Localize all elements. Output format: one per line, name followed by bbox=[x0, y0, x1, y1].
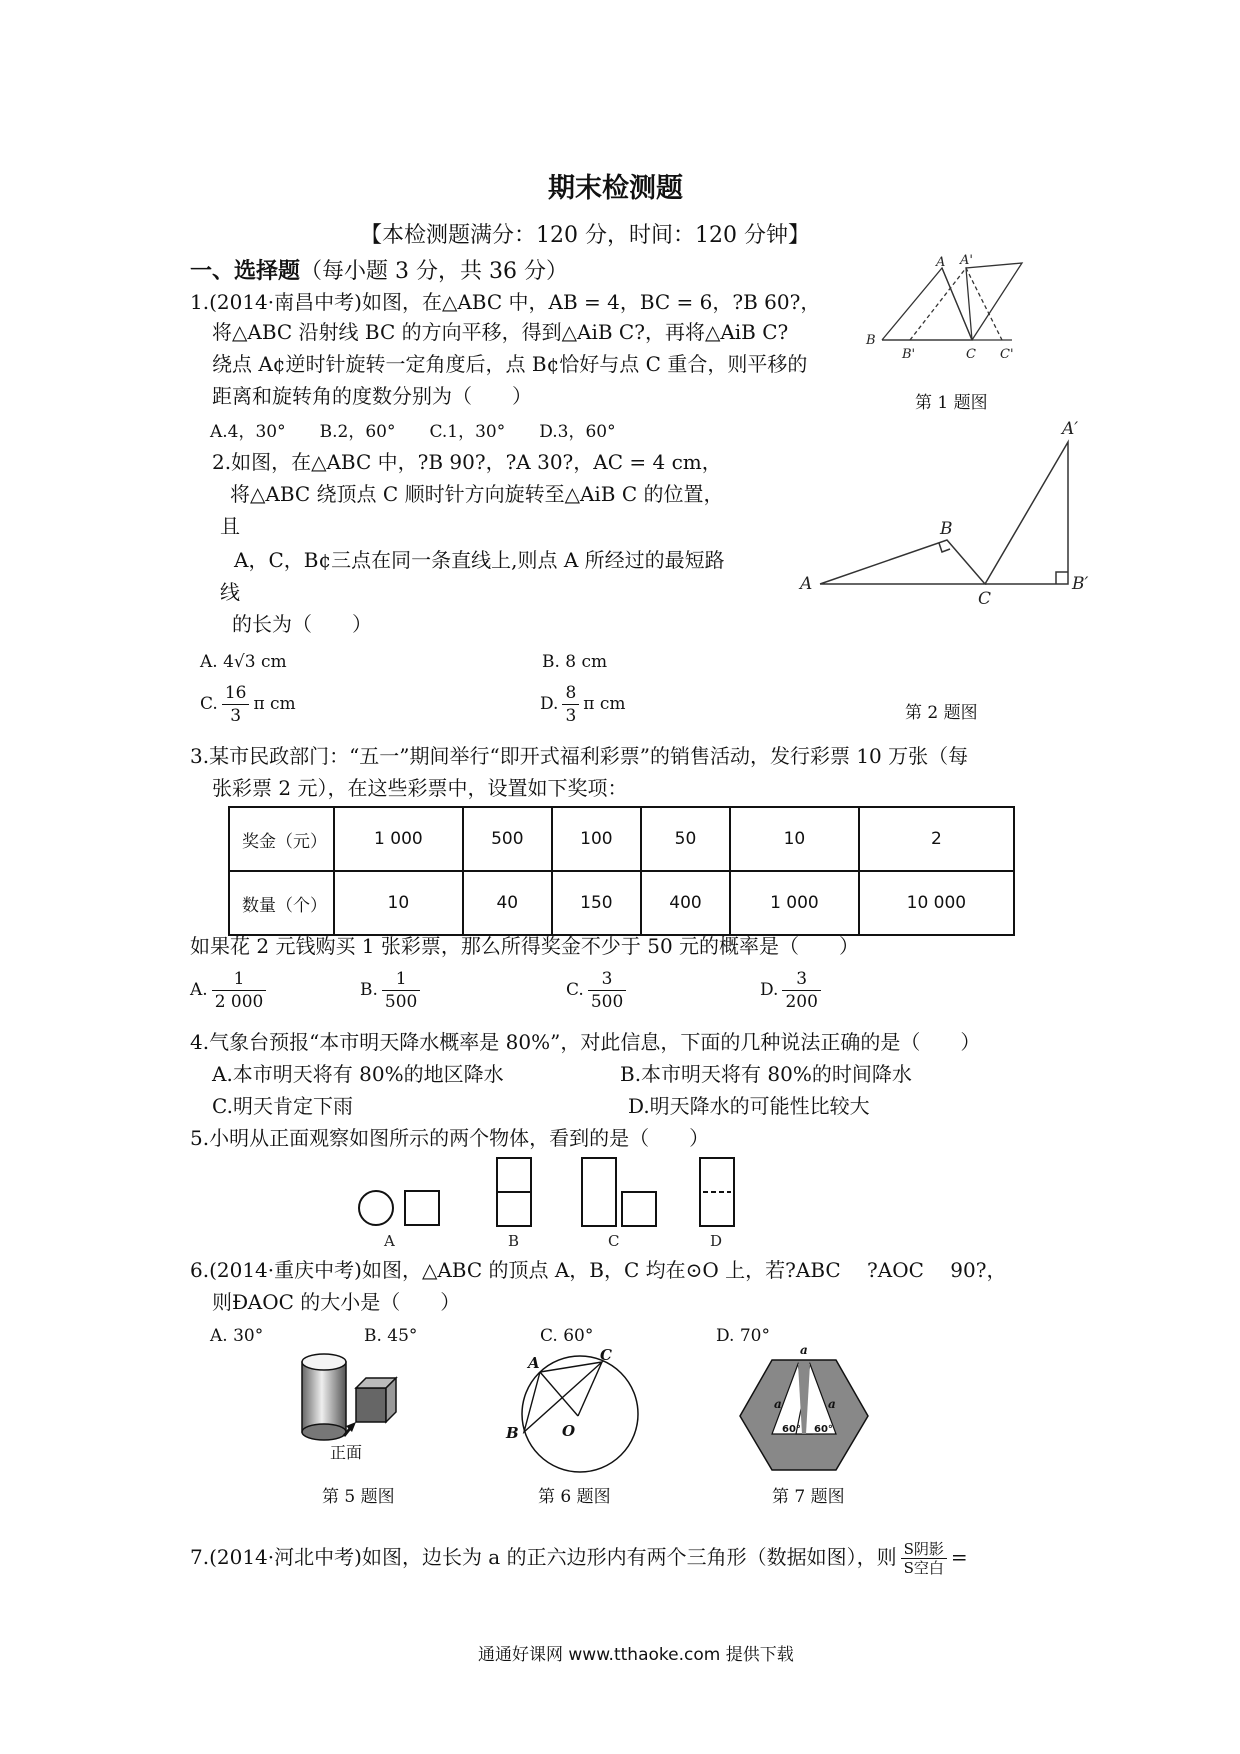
option-label: B. bbox=[360, 980, 378, 1000]
q5-a-square bbox=[405, 1191, 439, 1225]
option-den: 500 bbox=[384, 992, 418, 1012]
q2-label-a: A bbox=[800, 574, 813, 594]
q7-label-a-left: a bbox=[774, 1397, 782, 1411]
option-num: 1 bbox=[212, 968, 267, 991]
table-cell: 2 bbox=[859, 807, 1014, 871]
q2-option-a: A. 4√3 cm bbox=[200, 652, 287, 672]
option-num: 3 bbox=[588, 968, 626, 991]
q2-line2: 将△ABC 绕顶点 C 顺时针方向旋转至△AiB C 的位置， bbox=[230, 482, 724, 506]
q1-triangle-translated bbox=[910, 268, 1002, 340]
q7-text: 7.(2014·河北中考)如图，边长为 a 的正六边形内有两个三角形（数据如图），则 bbox=[190, 1545, 897, 1569]
q3-option-d bbox=[760, 968, 825, 1013]
q7-figure bbox=[736, 1338, 876, 1478]
q4-option-d: D.明天降水的可能性比较大 bbox=[628, 1094, 870, 1118]
q7-angle-left: 60° bbox=[782, 1424, 801, 1435]
option-den: 500 bbox=[590, 992, 624, 1012]
q1-triangle-rotated bbox=[966, 263, 1022, 340]
q4-option-a: A.本市明天将有 80%的地区降水 bbox=[212, 1062, 504, 1086]
q2-figure-caption: 第 2 题图 bbox=[905, 703, 978, 723]
q7-label-a-top: a bbox=[800, 1343, 808, 1357]
q7-frac-num: S阴影 bbox=[901, 1540, 947, 1559]
section-title: 一、选择题 bbox=[190, 259, 301, 284]
q1-line3: 绕点 A¢逆时针旋转一定角度后，点 B¢恰好与点 C 重合，则平移的 bbox=[212, 352, 808, 376]
q7-line1 bbox=[190, 1540, 968, 1577]
q6-option-d: D. 70° bbox=[716, 1326, 770, 1346]
q5-options-figure bbox=[352, 1158, 772, 1248]
q1-figure bbox=[862, 253, 1032, 368]
q2-option-c-den: 3 bbox=[230, 706, 242, 726]
q2-triangle-abc bbox=[820, 540, 985, 584]
q5-line1: 5.小明从正面观察如图所示的两个物体，看到的是（ ） bbox=[190, 1126, 710, 1150]
table-cell: 50 bbox=[641, 807, 730, 871]
q5-label-a: A bbox=[384, 1232, 395, 1250]
table-cell: 40 bbox=[463, 871, 552, 935]
q2-figure bbox=[800, 418, 1100, 618]
q1-label-b: B bbox=[866, 333, 876, 348]
q5-front-label: 正面 bbox=[330, 1443, 363, 1462]
q7-label-a-right: a bbox=[828, 1397, 836, 1411]
table-cell: 150 bbox=[552, 871, 641, 935]
q2-line4: A，C，B¢三点在同一条直线上,则点 A 所经过的最短路 bbox=[234, 548, 725, 572]
footer: 通通好课网 www.tthaoke.com 提供下载 bbox=[478, 1645, 794, 1665]
q6-line2: 则ÐAOC 的大小是（ ） bbox=[212, 1290, 461, 1314]
q2-option-c-unit: π cm bbox=[253, 694, 296, 714]
q6-label-b: B bbox=[506, 1424, 519, 1442]
q2-option-c-label: C. bbox=[200, 694, 218, 714]
q1-line1: 1.(2014·南昌中考)如图，在△ABC 中，AB = 4，BC = 6，?B 60?， bbox=[190, 290, 821, 314]
q3-line1: 3.某市民政部门：“五一”期间举行“即开式福利彩票”的销售活动，发行彩票 10 万张（每 bbox=[190, 744, 969, 768]
q2-option-d-den: 3 bbox=[565, 706, 577, 726]
q6-figure-caption: 第 6 题图 bbox=[538, 1487, 611, 1507]
q6-option-c: C. 60° bbox=[540, 1326, 594, 1346]
table-row bbox=[229, 807, 1014, 871]
q5-label-d: D bbox=[710, 1232, 723, 1250]
page-title: 期末检测题 bbox=[548, 173, 683, 204]
q5-label-c: C bbox=[608, 1232, 620, 1250]
q7-equals: = bbox=[950, 1545, 968, 1569]
table-cell: 100 bbox=[552, 807, 641, 871]
section-note: （每小题 3 分，共 36 分） bbox=[300, 259, 568, 284]
option-label: A. bbox=[190, 980, 208, 1000]
q5-cube-front bbox=[356, 1388, 386, 1422]
q3-line2: 张彩票 2 元），在这些彩票中，设置如下奖项： bbox=[212, 776, 628, 800]
q2-option-d-unit: π cm bbox=[583, 694, 626, 714]
q7-frac-den: S空白 bbox=[903, 1559, 944, 1577]
q2-line6: 的长为（ ） bbox=[232, 612, 372, 636]
q1-label-c1: C' bbox=[1000, 347, 1014, 362]
q6-label-o: O bbox=[562, 1422, 576, 1440]
q2-line5: 线 bbox=[220, 580, 240, 604]
q2-label-a1: A′ bbox=[1062, 419, 1079, 439]
q5-c-square bbox=[622, 1192, 656, 1226]
table-cell: 1 000 bbox=[730, 871, 859, 935]
q1-figure-caption: 第 1 题图 bbox=[915, 393, 988, 413]
prize-table bbox=[228, 806, 1015, 936]
q2-triangle-rotated bbox=[985, 442, 1068, 584]
section-heading bbox=[190, 254, 568, 285]
option-label: C. bbox=[566, 980, 584, 1000]
option-den: 2 000 bbox=[214, 992, 264, 1012]
q4-line1: 4.气象台预报“本市明天降水概率是 80%”，对此信息，下面的几种说法正确的是（ ） bbox=[190, 1030, 981, 1054]
q5-figure-caption: 第 5 题图 bbox=[322, 1487, 395, 1507]
q1-label-c: C bbox=[966, 347, 976, 362]
q7-angle-right: 60° bbox=[814, 1424, 833, 1435]
q2-option-c-num: 16 bbox=[222, 682, 250, 705]
q6-label-c: C bbox=[600, 1346, 612, 1364]
q6-label-a: A bbox=[528, 1354, 540, 1372]
q2-label-b: B bbox=[940, 519, 953, 539]
q2-option-d-num: 8 bbox=[562, 682, 579, 705]
q5-cylinder-body bbox=[302, 1362, 346, 1432]
option-label: D. bbox=[760, 980, 779, 1000]
q6-option-b: B. 45° bbox=[364, 1326, 418, 1346]
q2-label-c: C bbox=[978, 589, 992, 609]
q3-question: 如果花 2 元钱购买 1 张彩票，那么所得奖金不少于 50 元的概率是（ ） bbox=[190, 934, 860, 958]
q1-label-a1: A' bbox=[960, 253, 973, 268]
option-den: 200 bbox=[785, 992, 818, 1012]
exam-info: 【本检测题满分：120 分，时间：120 分钟】 bbox=[360, 223, 810, 248]
q2-label-b1: B′ bbox=[1072, 574, 1089, 594]
q3-option-a bbox=[190, 968, 270, 1013]
q2-line1: 2.如图，在△ABC 中，?B 90?，?A 30?，AC = 4 cm， bbox=[212, 450, 722, 474]
q3-option-b bbox=[360, 968, 424, 1013]
table-cell: 10 bbox=[334, 871, 463, 935]
q1-triangle-abc bbox=[882, 268, 972, 340]
q7-figure-caption: 第 7 题图 bbox=[772, 1487, 845, 1507]
table-cell: 1 000 bbox=[334, 807, 463, 871]
q2-option-d bbox=[540, 682, 625, 727]
table-header-prize: 奖金（元） bbox=[229, 807, 334, 871]
q5-c-tall bbox=[582, 1158, 616, 1226]
q6-line1: 6.(2014·重庆中考)如图，△ABC 的顶点 A，B，C 均在⊙O 上，若?ABC ?AOC 90?， bbox=[190, 1258, 1007, 1282]
q5-cylinder-top bbox=[302, 1354, 346, 1370]
q1-label-a: A bbox=[936, 255, 946, 270]
q5-label-b: B bbox=[508, 1232, 520, 1250]
option-num: 1 bbox=[382, 968, 420, 991]
table-cell: 10 bbox=[730, 807, 859, 871]
q1-label-b1: B' bbox=[902, 347, 916, 362]
q1-options: A.4，30° B.2，60° C.1，30° D.3，60° bbox=[210, 422, 616, 442]
q1-line4: 距离和旋转角的度数分别为（ ） bbox=[212, 384, 532, 408]
table-cell: 10 000 bbox=[859, 871, 1014, 935]
q4-option-b: B.本市明天将有 80%的时间降水 bbox=[620, 1062, 912, 1086]
table-header-count: 数量（个） bbox=[229, 871, 334, 935]
q6-figure bbox=[496, 1338, 656, 1498]
q2-line3: 且 bbox=[220, 514, 240, 538]
q3-option-c bbox=[566, 968, 630, 1013]
q2-option-d-label: D. bbox=[540, 694, 559, 714]
table-cell: 400 bbox=[641, 871, 730, 935]
q1-line2: 将△ABC 沿射线 BC 的方向平移，得到△AiB C?，再将△AiB C? bbox=[212, 320, 789, 344]
q2-option-b: B. 8 cm bbox=[542, 652, 608, 672]
q5-a-circle bbox=[359, 1191, 393, 1225]
table-row bbox=[229, 871, 1014, 935]
q6-option-a: A. 30° bbox=[210, 1326, 264, 1346]
table-cell: 500 bbox=[463, 807, 552, 871]
q4-option-c: C.明天肯定下雨 bbox=[212, 1094, 353, 1118]
option-num: 3 bbox=[782, 968, 820, 991]
q2-option-c bbox=[200, 682, 296, 727]
